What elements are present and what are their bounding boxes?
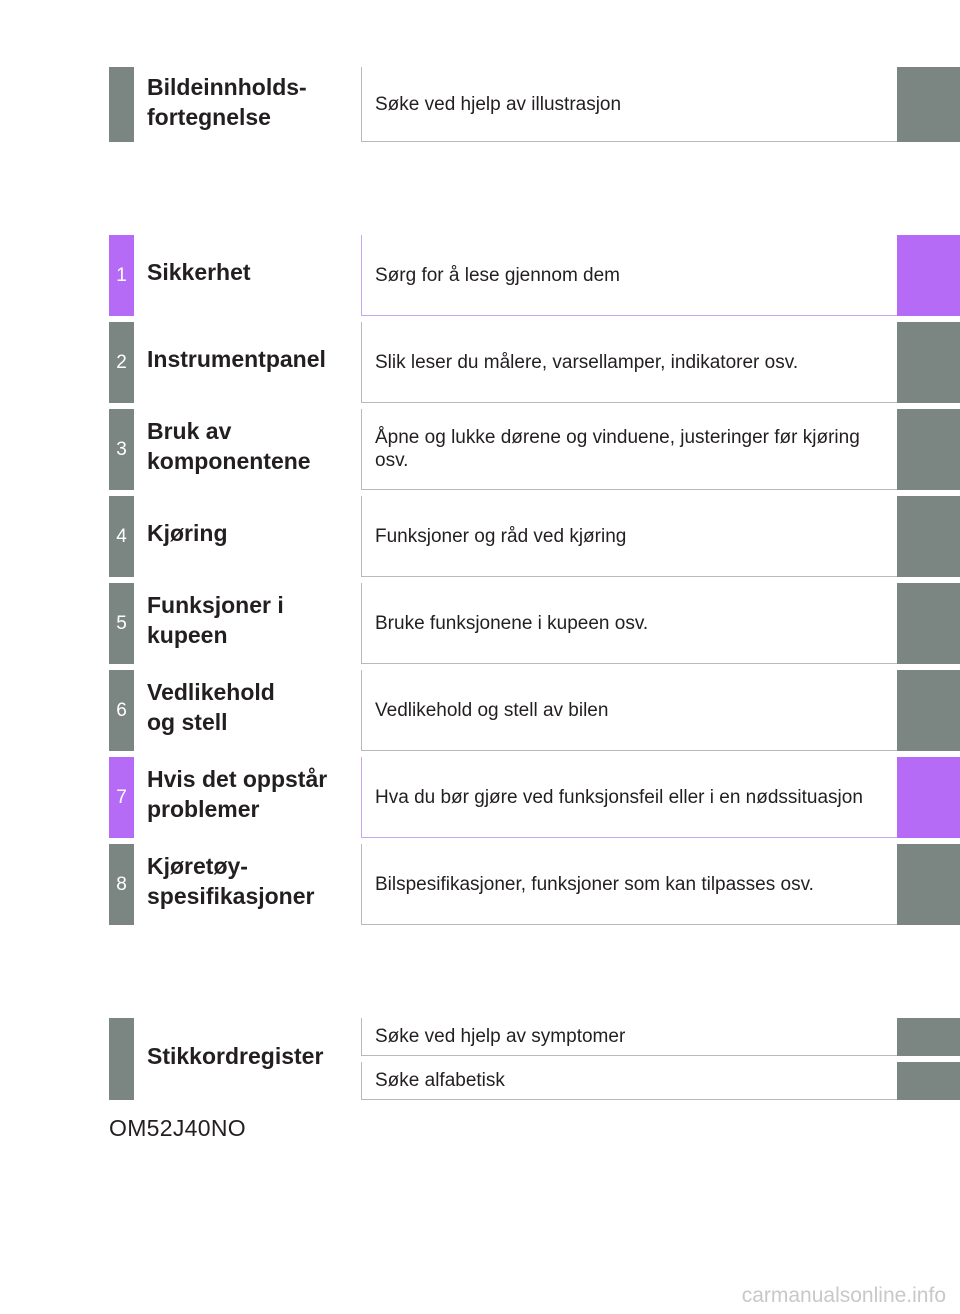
chapter-description: Hva du bør gjøre ved funksjonsfeil eller i en nødssituasjon bbox=[361, 757, 897, 838]
chapter-row-4[interactable] bbox=[109, 496, 960, 577]
chapter-tab[interactable] bbox=[897, 322, 960, 403]
index-row[interactable] bbox=[109, 1018, 960, 1100]
index-color-bar bbox=[109, 1018, 134, 1100]
chapter-title: Vedlikehold og stell bbox=[147, 679, 275, 735]
index-symptom-search[interactable]: Søke ved hjelp av symptomer bbox=[361, 1018, 897, 1056]
chapter-row-3[interactable] bbox=[109, 409, 960, 490]
chapter-tab[interactable] bbox=[897, 757, 960, 838]
chapter-description: Sørg for å lese gjennom dem bbox=[361, 235, 897, 316]
chapter-row-1[interactable] bbox=[109, 235, 960, 316]
chapter-number: 1 bbox=[109, 235, 134, 316]
chapter-number: 4 bbox=[109, 496, 134, 577]
chapter-title: Instrumentpanel bbox=[147, 346, 326, 372]
chapter-description: Slik leser du målere, varsellamper, indikatorer osv. bbox=[361, 322, 897, 403]
chapter-description: Åpne og lukke dørene og vinduene, justeringer før kjøring osv. bbox=[361, 409, 897, 490]
watermark: carmanualsonline.info bbox=[741, 1284, 946, 1307]
header-description: Søke ved hjelp av illustrasjon bbox=[361, 67, 897, 142]
chapter-tab[interactable] bbox=[897, 409, 960, 490]
header-title: Bildeinnholds- fortegnelse bbox=[147, 74, 307, 130]
index-title: Stikkordregister bbox=[147, 1043, 324, 1069]
chapter-row-7[interactable] bbox=[109, 757, 960, 838]
chapter-tab[interactable] bbox=[897, 583, 960, 664]
chapter-number: 6 bbox=[109, 670, 134, 751]
chapter-row-2[interactable] bbox=[109, 322, 960, 403]
index-symptom-tab[interactable] bbox=[897, 1018, 960, 1056]
chapter-tab[interactable] bbox=[897, 235, 960, 316]
chapter-number: 7 bbox=[109, 757, 134, 838]
chapter-row-6[interactable] bbox=[109, 670, 960, 751]
chapter-description: Bilspesifikasjoner, funksjoner som kan tilpasses osv. bbox=[361, 844, 897, 925]
chapter-description: Funksjoner og råd ved kjøring bbox=[361, 496, 897, 577]
chapter-title: Hvis det oppstår problemer bbox=[147, 766, 328, 822]
chapter-title: Kjøretøy- spesifikasjoner bbox=[147, 853, 315, 909]
manual-code: OM52J40NO bbox=[109, 1115, 246, 1141]
chapter-number: 8 bbox=[109, 844, 134, 925]
chapter-description: Bruke funksjonene i kupeen osv. bbox=[361, 583, 897, 664]
chapter-row-5[interactable] bbox=[109, 583, 960, 664]
chapter-tab[interactable] bbox=[897, 496, 960, 577]
chapter-title: Sikkerhet bbox=[147, 259, 251, 285]
index-alphabetic-tab[interactable] bbox=[897, 1062, 960, 1100]
chapter-tab[interactable] bbox=[897, 670, 960, 751]
chapter-number: 5 bbox=[109, 583, 134, 664]
chapter-description: Vedlikehold og stell av bilen bbox=[361, 670, 897, 751]
chapter-row-8[interactable] bbox=[109, 844, 960, 925]
chapter-tab[interactable] bbox=[897, 844, 960, 925]
chapter-number: 2 bbox=[109, 322, 134, 403]
header-row[interactable] bbox=[109, 67, 960, 142]
chapter-number: 3 bbox=[109, 409, 134, 490]
header-tab[interactable] bbox=[897, 67, 960, 142]
chapter-title: Kjøring bbox=[147, 520, 228, 546]
index-alphabetic-search[interactable]: Søke alfabetisk bbox=[361, 1062, 897, 1100]
header-color-bar bbox=[109, 67, 134, 142]
chapter-title: Funksjoner i kupeen bbox=[147, 592, 284, 648]
chapter-title: Bruk av komponentene bbox=[147, 418, 311, 474]
